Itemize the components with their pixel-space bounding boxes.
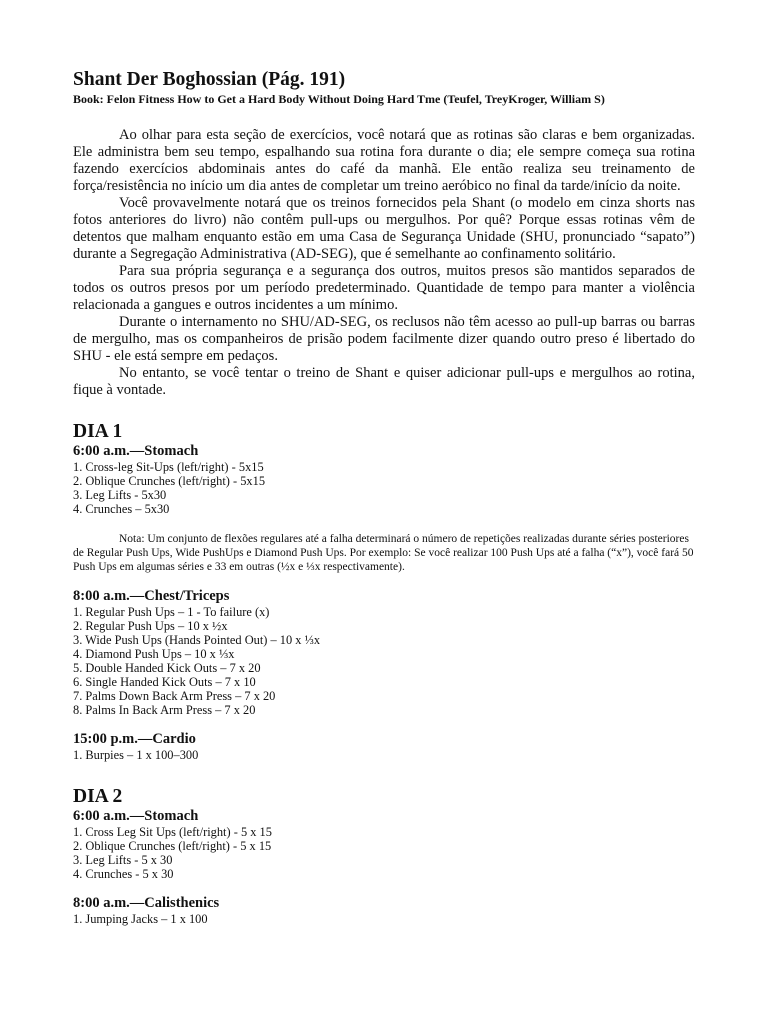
exercise-item: 1. Jumping Jacks – 1 x 100 xyxy=(73,912,208,926)
paragraph: No entanto, se você tentar o treino de Shant e quiser adicionar pull-ups e mergulhos ao rotina, fique à vontade. xyxy=(73,365,695,398)
session-heading: 8:00 a.m.—Chest/Triceps xyxy=(73,588,230,604)
book-reference: Book: Felon Fitness How to Get a Hard Body Without Doing Hard Tme (Teufel, TreyKroger, William S) xyxy=(73,92,605,106)
exercise-list xyxy=(73,825,695,881)
exercise-item: 3. Leg Lifts - 5 x 30 xyxy=(73,853,173,867)
document-content xyxy=(73,68,695,926)
paragraph: Para sua própria segurança e a segurança dos outros, muitos presos são mantidos separados de todos os outros presos por um período predeterminado. Quantidade de tempo para manter a violência relacionada a gangues e outros incidentes a um mínimo. xyxy=(73,263,695,313)
day-2-heading: DIA 2 xyxy=(73,786,123,807)
exercise-item: 3. Wide Push Ups (Hands Pointed Out) – 10 x ⅓x xyxy=(73,633,321,647)
exercise-item: 4. Crunches – 5x30 xyxy=(73,502,170,516)
intro-text xyxy=(73,127,695,399)
exercise-item: 6. Single Handed Kick Outs – 7 x 10 xyxy=(73,675,256,689)
session-heading: 15:00 p.m.—Cardio xyxy=(73,731,196,747)
session-heading: 8:00 a.m.—Calisthenics xyxy=(73,895,220,911)
exercise-item: 4. Diamond Push Ups – 10 x ⅓x xyxy=(73,647,235,661)
exercise-item: 1. Burpies – 1 x 100–300 xyxy=(73,748,199,762)
exercise-list xyxy=(73,605,695,717)
paragraph: Ao olhar para esta seção de exercícios, você notará que as rotinas são claras e bem organizadas. Ele administra bem seu tempo, espalhando sua rotina fora durante o dia; ele sempre começa sua rotina fazendo exercícios abdominais antes do café da manhã. Ele então realiza seu treinamento de força/resistência no início um dia antes de completar um treino aeróbico no final da tarde/início da noite. xyxy=(73,127,695,194)
exercise-item: 7. Palms Down Back Arm Press – 7 x 20 xyxy=(73,689,276,703)
exercise-item: 4. Crunches - 5 x 30 xyxy=(73,867,174,881)
exercise-item: 2. Oblique Crunches (left/right) - 5x15 xyxy=(73,474,266,488)
exercise-list xyxy=(73,748,695,762)
exercise-item: 2. Regular Push Ups – 10 x ½x xyxy=(73,619,228,633)
exercise-list xyxy=(73,912,695,926)
paragraph: Você provavelmente notará que os treinos fornecidos pela Shant (o modelo em cinza shorts nas fotos anteriores do livro) não contêm pull-ups ou mergulhos. Por quê? Porque essas rotinas vêm de detentos que malham enquanto estão em uma Casa de Segurança Unidade (SHU, pronunciado “sapato”) durante a Segregação Administrativa (AD-SEG), que é semelhante ao confinamento solitário. xyxy=(73,195,695,262)
exercise-item: 1. Regular Push Ups – 1 - To failure (x) xyxy=(73,605,270,619)
day-1-heading: DIA 1 xyxy=(73,421,123,442)
exercise-item: 1. Cross-leg Sit-Ups (left/right) - 5x15 xyxy=(73,460,264,474)
exercise-item: 3. Leg Lifts - 5x30 xyxy=(73,488,167,502)
exercise-item: 2. Oblique Crunches (left/right) - 5 x 15 xyxy=(73,839,272,853)
exercise-item: 1. Cross Leg Sit Ups (left/right) - 5 x 15 xyxy=(73,825,272,839)
exercise-item: 8. Palms In Back Arm Press – 7 x 20 xyxy=(73,703,256,717)
paragraph: Durante o internamento no SHU/AD-SEG, os reclusos não têm acesso ao pull-up barras ou barras de mergulho, mas os companheiros de prisão podem facilmente dizer quando outro preso é libertado do SHU - ele está sempre em pedaços. xyxy=(73,314,695,364)
exercise-item: 5. Double Handed Kick Outs – 7 x 20 xyxy=(73,661,261,675)
session-heading: 6:00 a.m.—Stomach xyxy=(73,808,199,824)
note-text: Nota: Um conjunto de flexões regulares até a falha determinará o número de repetições realizadas durante séries posteriores de Regular Push Ups, Wide PushUps e Diamond Push Ups. Por exemplo: Se você realizar 100 Push Ups até a falha (“x”), você fará 50 Push Ups em algumas séries e 33 em outras (½x e ⅓x respectivamente). xyxy=(73,533,694,573)
session-heading: 6:00 a.m.—Stomach xyxy=(73,443,199,459)
page-title: Shant Der Boghossian (Pág. 191) xyxy=(73,69,346,90)
exercise-list xyxy=(73,460,695,516)
